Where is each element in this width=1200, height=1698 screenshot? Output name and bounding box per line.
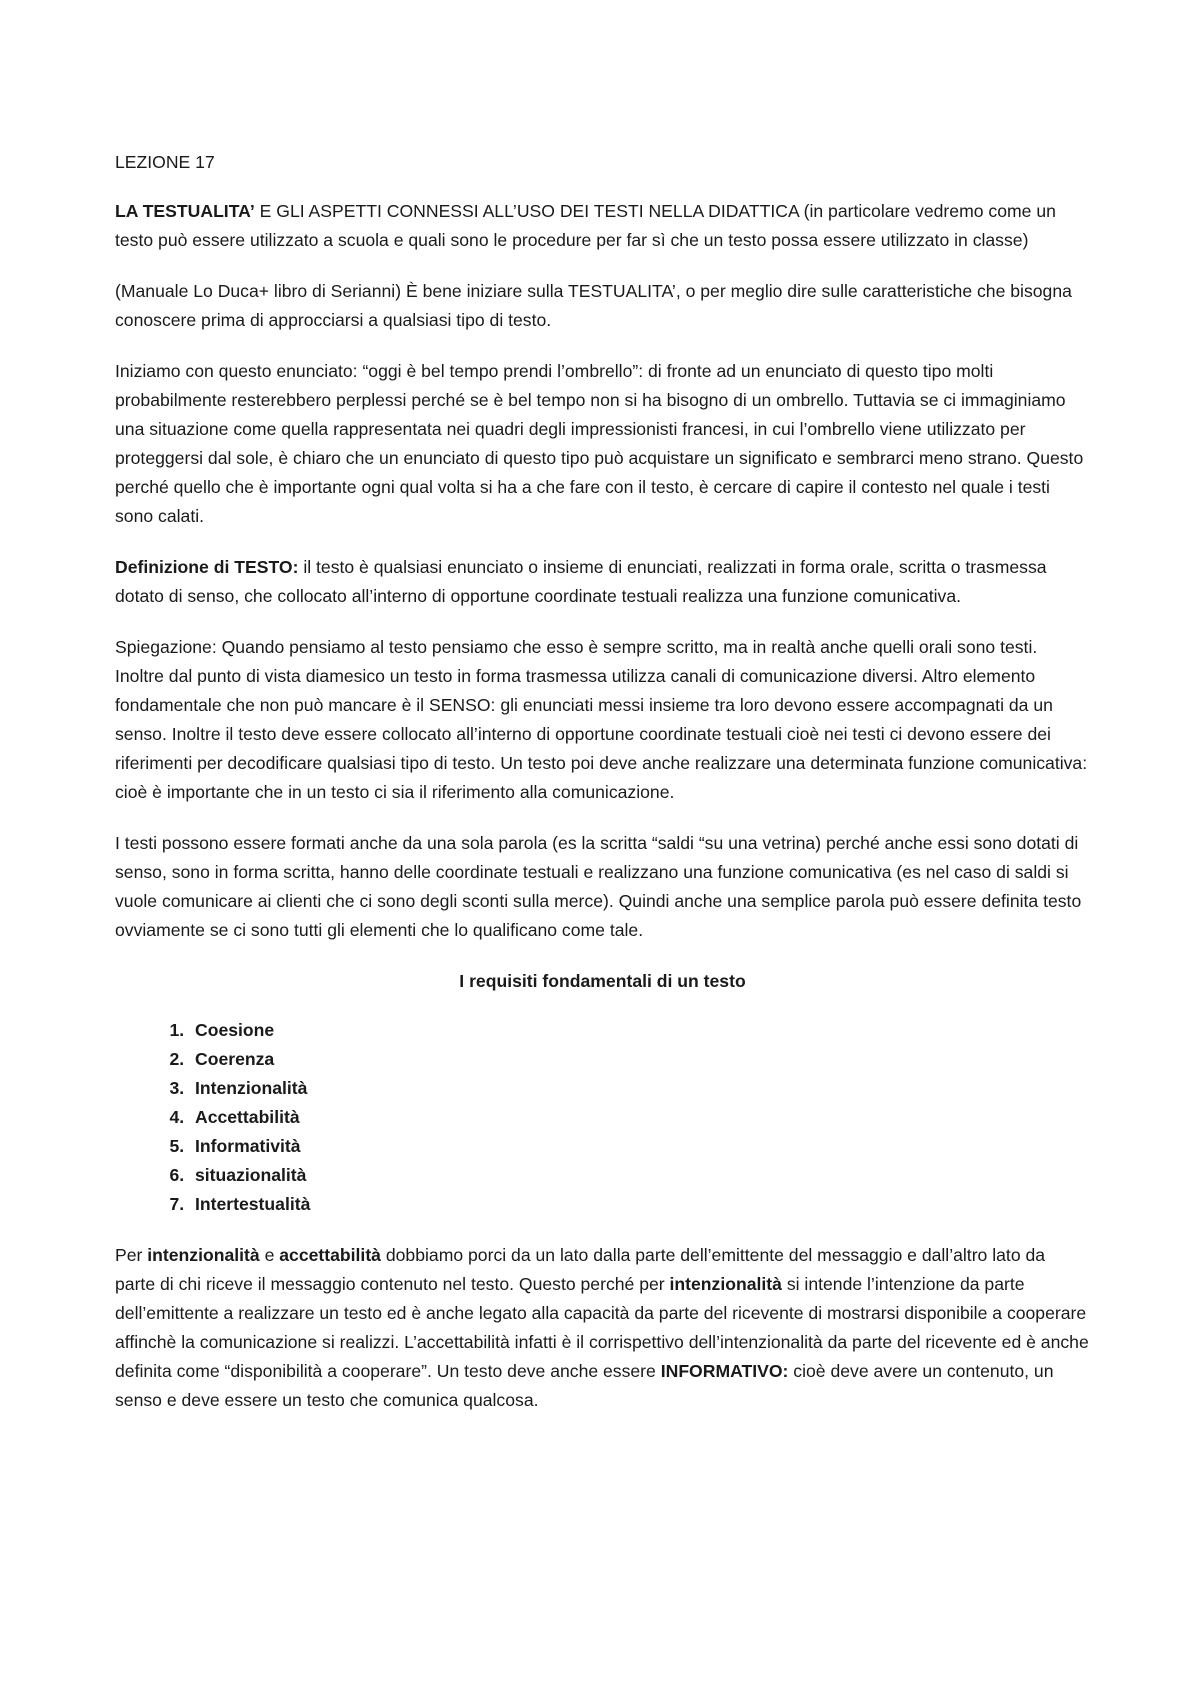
list-item: 6. situazionalità: [189, 1161, 1090, 1190]
manual-paragraph: (Manuale Lo Duca+ libro di Serianni) È bene iniziare sulla TESTUALITA’, o per meglio dire sulle caratteristiche che bisogna conoscere prima di approcciarsi a qualsiasi tipo di testo.: [115, 281, 1072, 330]
requirements-list: [115, 1016, 1090, 1219]
final-text: cioè deve avere un contenuto, un senso e deve essere un testo che comunica qualcosa.: [115, 1361, 1054, 1410]
intro-text: E GLI ASPETTI CONNESSI ALL’USO DEI TESTI NELLA DIDATTICA (in particolare vedremo come un testo può essere utilizzato a scuola e quali sono le procedure per far sì che un testo possa essere utilizzato in classe): [115, 201, 1056, 250]
final-text: si intende l’intenzione da parte dell’emittente a realizzare un testo ed è anche legato alla capacità da parte del ricevente di mostrarsi disponibile a cooperare affinchè la comunicazione si realizzi. L’accettabilità infatti è il corrispettivo dell’intenzionalità da parte del ricevente ed è anche definita come “disponibilità a cooperare”. Un testo deve anche essere: [115, 1274, 1089, 1381]
list-item: 3. Intenzionalità: [189, 1074, 1090, 1103]
final-bold: intenzionalità: [147, 1245, 260, 1265]
list-item: 7. Intertestualità: [189, 1190, 1090, 1219]
final-text: dobbiamo porci da un lato dalla parte dell’emittente del messaggio e dall’altro lato da parte di chi riceve il messaggio contenuto nel testo. Questo perché per: [115, 1245, 1046, 1294]
list-item: 5. Informatività: [189, 1132, 1090, 1161]
example-paragraph: Iniziamo con questo enunciato: “oggi è bel tempo prendi l’ombrello”: di fronte ad un enunciato di questo tipo molti probabilmente resterebbero perplessi perché se è bel tempo non si ha bisogno di un ombrello. Tuttavia se ci immaginiamo una situazione come quella rappresentata nei quadri degli impressionisti francesi, in cui l’ombrello viene utilizzato per proteggersi dal sole, è chiaro che un enunciato di questo tipo può acquistare un significato e sembrarci meno strano. Questo perché quello che è importante ogni qual volta si ha a che fare con il testo, è cercare di capire il contesto nel quale i testi sono calati.: [115, 361, 1084, 526]
explanation-paragraph: Spiegazione: Quando pensiamo al testo pensiamo che esso è sempre scritto, ma in realtà anche quelli orali sono testi. Inoltre dal punto di vista diamesico un testo in forma trasmessa utilizza canali di comunicazione diversi. Altro elemento fondamentale che non può mancare è il SENSO: gli enunciati messi insieme tra loro devono essere accompagnati da un senso. Inoltre il testo deve essere collocato all’interno di opportune coordinate testuali cioè nei testi ci devono essere dei riferimenti per decodificare qualsiasi tipo di testo. Un testo poi deve anche realizzare una determinata funzione comunicativa: cioè è importante che in un testo ci sia il riferimento alla comunicazione.: [115, 637, 1088, 802]
requirements-heading: I requisiti fondamentali di un testo: [459, 971, 746, 991]
final-text: Per: [115, 1245, 148, 1265]
final-paragraph: [115, 1241, 1090, 1415]
intro-paragraph: [115, 197, 1090, 255]
definition-paragraph: [115, 553, 1090, 611]
final-bold: accettabilità: [279, 1245, 381, 1265]
final-bold: INFORMATIVO:: [660, 1361, 789, 1381]
intro-bold: LA TESTUALITA’: [115, 201, 255, 221]
final-text: e: [259, 1245, 280, 1265]
word-paragraph: I testi possono essere formati anche da una sola parola (es la scritta “saldi “su una vetrina) perché anche essi sono dotati di senso, sono in forma scritta, hanno delle coordinate testuali e realizzano una funzione comunicativa (es nel caso di saldi si vuole comunicare ai clienti che ci sono degli sconti sulla merce). Quindi anche una semplice parola può essere definita testo ovviamente se ci sono tutti gli elementi che lo qualificano come tale.: [115, 833, 1082, 940]
definition-text: il testo è qualsiasi enunciato o insieme di enunciati, realizzati in forma orale, scritta o trasmessa dotato di senso, che collocato all’interno di opportune coordinate testuali realizza una funzione comunicativa.: [115, 557, 1047, 606]
list-item: 4. Accettabilità: [189, 1103, 1090, 1132]
list-item: 2. Coerenza: [189, 1045, 1090, 1074]
definition-label: Definizione di TESTO:: [115, 557, 299, 577]
lesson-title: LEZIONE 17: [115, 152, 215, 172]
list-item: 1. Coesione: [189, 1016, 1090, 1045]
final-bold: intenzionalità: [669, 1274, 782, 1294]
